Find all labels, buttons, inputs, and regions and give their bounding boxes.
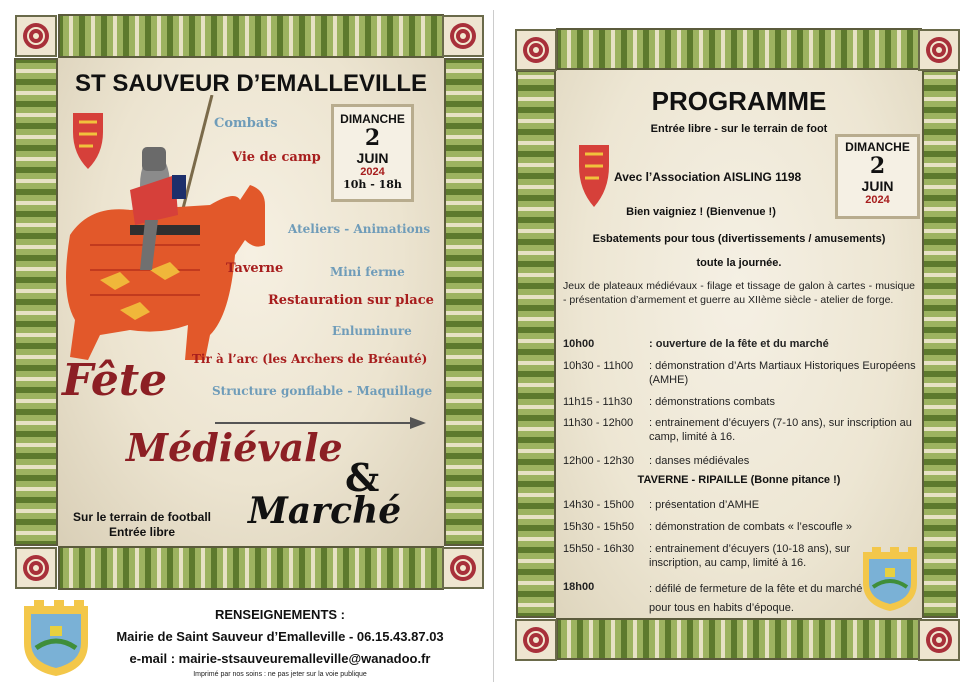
right-frame-bottom bbox=[556, 618, 922, 660]
rosette-icon bbox=[918, 619, 960, 661]
arrow-icon bbox=[215, 416, 427, 434]
date-hours: 10h - 18h bbox=[343, 178, 402, 191]
headline-fete: Fête bbox=[62, 355, 168, 406]
schedule-time: 15h50 - 16h30 bbox=[563, 543, 634, 555]
date-day-name: DIMANCHE bbox=[340, 112, 405, 126]
activity-vie-de-camp: Vie de camp bbox=[232, 150, 321, 165]
info-block bbox=[100, 604, 460, 670]
welcome-line: Bien vaigniez ! (Bienvenue !) bbox=[626, 206, 776, 218]
description-paragraph: Jeux de plateaux médiévaux - filage et tissage de galon à cartes - musique - présentation d’armement et guerre au XIIème siècle - atelier de forge. bbox=[563, 280, 915, 306]
schedule-time: 15h30 - 15h50 bbox=[563, 521, 634, 533]
schedule-time: 10h30 - 11h00 bbox=[563, 360, 634, 372]
right-subtitle: Entrée libre - sur le terrain de foot bbox=[650, 123, 828, 135]
rosette-icon bbox=[442, 15, 484, 57]
left-frame-right bbox=[444, 58, 484, 546]
activity-combats: Combats bbox=[214, 116, 278, 131]
schedule-row bbox=[563, 416, 934, 444]
date-day-name: DIMANCHE bbox=[845, 140, 910, 154]
left-frame-top bbox=[58, 14, 444, 58]
date-month: JUIN bbox=[861, 178, 894, 194]
schedule-desc: : entrainement d’écuyers (10-18 ans), sur inscription, au camp, limité à 16. bbox=[649, 543, 851, 569]
date-day: 2 bbox=[364, 125, 381, 151]
right-frame-left bbox=[516, 70, 556, 618]
schedule-desc: : démonstration d’Arts Martiaux Historiques Européens (AMHE) bbox=[649, 360, 916, 386]
rosette-icon bbox=[515, 29, 557, 71]
schedule-desc: : entrainement d’écuyers (7-10 ans), sur inscription au camp, limité à 16. bbox=[649, 417, 912, 443]
rosette-icon bbox=[918, 29, 960, 71]
info-mairie: Mairie de Saint Sauveur d’Emalleville - 06.15.43.87.03 bbox=[116, 629, 444, 644]
schedule-row bbox=[563, 580, 864, 618]
date-month: JUIN bbox=[356, 150, 389, 166]
rosette-icon bbox=[15, 15, 57, 57]
schedule-row bbox=[563, 520, 934, 534]
activity-tir-a-larc: Tir à l’arc (les Archers de Bréauté) bbox=[192, 352, 428, 366]
all-day-line: toute la journée. bbox=[696, 257, 782, 269]
rosette-icon bbox=[442, 547, 484, 589]
schedule-row bbox=[563, 359, 934, 387]
location-line: Sur le terrain de football bbox=[72, 510, 212, 524]
rosette-icon bbox=[515, 619, 557, 661]
left-title: ST SAUVEUR D’EMALLEVILLE bbox=[74, 70, 428, 97]
blue-coat-of-arms-icon bbox=[22, 598, 90, 683]
schedule-desc: : présentation d’AMHE bbox=[649, 499, 760, 511]
schedule-desc: : ouverture de la fête et du marché bbox=[649, 338, 829, 350]
schedule-desc: : danses médiévales bbox=[649, 455, 750, 467]
taverne-heading: TAVERNE - RIPAILLE (Bonne pitance !) bbox=[637, 474, 841, 486]
activity-restauration: Restauration sur place bbox=[268, 293, 434, 308]
red-shield-icon bbox=[578, 144, 610, 213]
info-heading: RENSEIGNEMENTS : bbox=[214, 607, 345, 622]
right-frame-top bbox=[556, 28, 922, 70]
left-frame-left bbox=[14, 58, 58, 546]
schedule-time: 12h00 - 12h30 bbox=[563, 455, 634, 467]
blue-coat-of-arms-icon bbox=[861, 545, 919, 618]
info-footnote: Imprimé par nos soins : ne pas jeter sur la voie publique bbox=[193, 671, 367, 678]
date-year: 2024 bbox=[360, 166, 385, 178]
schedule-row bbox=[563, 395, 934, 409]
date-day: 2 bbox=[869, 153, 886, 179]
schedule-time: 14h30 - 15h00 bbox=[563, 499, 634, 511]
activity-mini-ferme: Mini ferme bbox=[330, 265, 405, 279]
schedule-row bbox=[563, 337, 934, 351]
right-date-box bbox=[835, 134, 920, 219]
headline-medievale: Médiévale bbox=[126, 425, 343, 470]
date-year: 2024 bbox=[865, 194, 890, 206]
schedule-desc: : démonstrations combats bbox=[649, 396, 775, 408]
activity-taverne: Taverne bbox=[226, 261, 284, 276]
location-line: Entrée libre bbox=[108, 525, 176, 539]
activity-structure-gonflable: Structure gonflable - Maquillage bbox=[212, 384, 433, 398]
knight-on-horse-illustration bbox=[60, 95, 270, 370]
schedule-row bbox=[563, 454, 934, 468]
schedule-time: 11h15 - 11h30 bbox=[563, 396, 633, 408]
activity-ateliers: Ateliers - Animations bbox=[288, 222, 431, 236]
left-frame-bottom bbox=[58, 546, 444, 590]
schedule-desc: : démonstration de combats « l’escoufle » bbox=[649, 521, 853, 533]
left-location bbox=[62, 510, 222, 540]
activity-enluminure: Enluminure bbox=[332, 324, 412, 338]
schedule-time: 11h30 - 12h00 bbox=[563, 417, 634, 429]
schedule-row bbox=[563, 498, 934, 512]
esbatements-line: Esbatements pour tous (divertissements / amusements) bbox=[592, 233, 886, 245]
schedule-time: 10h00 bbox=[563, 338, 595, 350]
page-divider bbox=[493, 10, 494, 682]
right-title: PROGRAMME bbox=[651, 86, 827, 116]
schedule-time: 18h00 bbox=[563, 581, 595, 593]
headline-marche: Marché bbox=[248, 490, 402, 532]
schedule-row bbox=[563, 542, 864, 570]
rosette-icon bbox=[15, 547, 57, 589]
schedule-desc: : défilé de fermeture de la fête et du marché pour tous en habits d’époque. bbox=[649, 583, 863, 614]
association-line: Avec l’Association AISLING 1198 bbox=[614, 170, 802, 184]
left-date-box bbox=[331, 104, 414, 202]
info-email: e-mail : mairie-stsauveuremalleville@wanadoo.fr bbox=[129, 651, 431, 666]
headline-ampersand: & bbox=[345, 455, 380, 500]
